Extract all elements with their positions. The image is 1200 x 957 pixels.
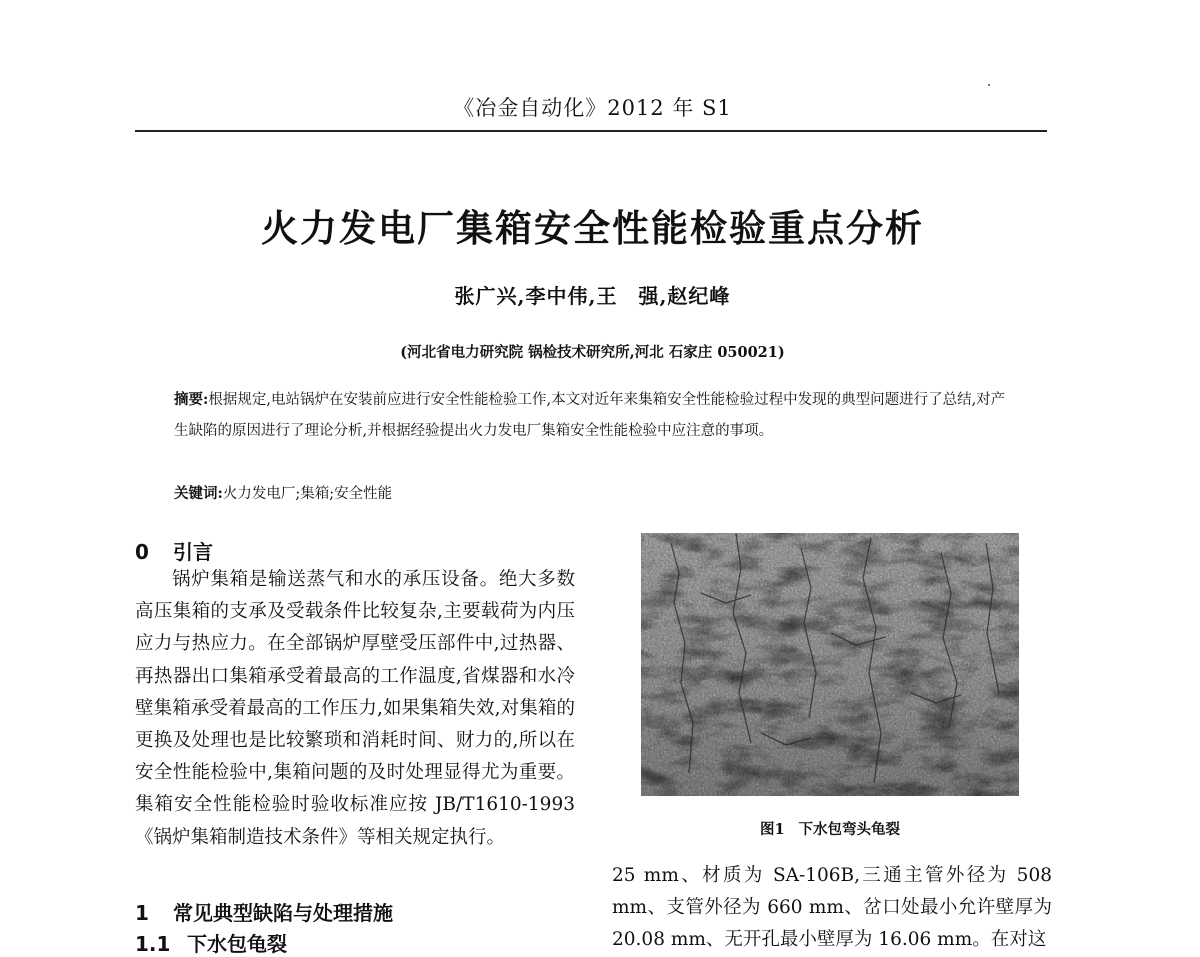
crack-photo — [641, 533, 1019, 796]
figure-caption-text: 下水包弯头龟裂 — [798, 821, 901, 838]
abstract-text: 根据规定,电站锅炉在安装前应进行安全性能检验工作,本文对近年来集箱安全性能检验过程中发现的典型问题进行了总结,对产生缺陷的原因进行了理论分析,并根据经验提出火力发电厂集箱安全性能检验中应注意的事项。 — [174, 392, 1006, 439]
journal-header: 《冶金自动化》2012 年 S1 — [453, 96, 732, 120]
keywords-label: 关键词: — [174, 485, 223, 502]
section-heading-intro — [135, 536, 605, 565]
right-column-text: 25 mm、材质为 SA-106B,三通主管外径为 508 mm、支管外径为 660 mm、岔口处最小允许壁厚为 20.08 mm、无开孔最小壁厚为 16.06 mm。在对这 — [612, 865, 1052, 951]
keywords-text: 火力发电厂;集箱;安全性能 — [222, 486, 393, 502]
subsection-title: 下水包龟裂 — [187, 932, 287, 956]
section-number: 0 — [135, 540, 149, 564]
article-title: 火力发电厂集箱安全性能检验重点分析 — [261, 207, 924, 250]
abstract-label: 摘要: — [174, 391, 209, 408]
keywords — [174, 478, 1019, 510]
crack-photo-texture — [641, 533, 1019, 796]
figure-caption — [641, 818, 1019, 839]
subsection-heading — [135, 928, 605, 957]
intro-paragraph: 锅炉集箱是输送蒸气和水的承压设备。绝大多数高压集箱的支承及受载条件比较复杂,主要载荷为内压应力与热应力。在全部锅炉厚壁受压部件中,过热器、再热器出口集箱承受着最高的工作温度,省煤器和水冷壁集箱承受着最高的工作压力,如果集箱失效,对集箱的更换及处理也是比较繁琐和消耗时间、财力的,所以在安全性能检验中,集箱问题的及时处理显得尤为重要。集箱安全性能检验时验收标准应按 JB/T1610-1993《锅炉集箱制造技术条件》等相关规定执行。 — [135, 569, 575, 848]
section-title: 常见典型缺陷与处理措施 — [173, 901, 393, 925]
section-title: 引言 — [173, 540, 213, 564]
author-list: 张广兴,李中伟,王 强,赵纪峰 — [454, 284, 731, 308]
header-rule — [135, 130, 1047, 132]
section-number: 1 — [135, 901, 149, 925]
section-heading-defects — [135, 897, 605, 926]
abstract — [174, 384, 1019, 447]
figure-label: 图1 — [759, 821, 785, 838]
scan-speck — [988, 84, 990, 86]
subsection-number: 1.1 — [135, 932, 171, 956]
affiliation: (河北省电力研究院 锅检技术研究所,河北 石家庄 050021) — [400, 344, 785, 361]
